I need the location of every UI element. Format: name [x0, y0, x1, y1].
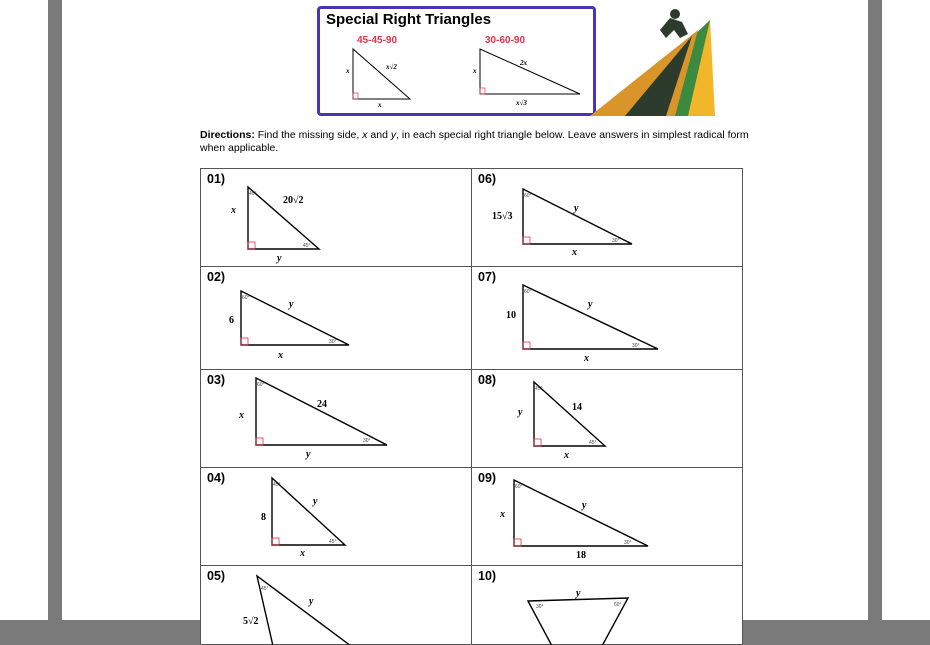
problem-08 — [471, 369, 743, 468]
side-bottom: y — [277, 253, 282, 264]
svg-text:45°: 45° — [249, 191, 257, 197]
side-left: x — [231, 205, 236, 216]
side-bottom: x — [278, 350, 283, 361]
ref-right-hyp: 2x — [520, 59, 527, 67]
side-bottom: x — [300, 548, 305, 559]
ref-left-leg-a: x — [346, 67, 350, 75]
svg-text:45°: 45° — [535, 386, 543, 392]
ref-left-leg-b: x — [378, 101, 382, 109]
problem-01 — [200, 168, 472, 267]
svg-text:60°: 60° — [257, 382, 265, 388]
problem-10 — [471, 565, 743, 645]
label-30-60-90: 30-60-90 — [485, 35, 526, 46]
side-top: y — [576, 588, 581, 599]
problem-number: 02) — [207, 270, 226, 284]
problem-02 — [200, 266, 472, 370]
page-margin-left — [0, 0, 48, 620]
svg-text:45°: 45° — [273, 482, 281, 488]
ref-right-long: x√3 — [516, 99, 527, 107]
side-hyp: y — [289, 299, 294, 310]
svg-text:60°: 60° — [515, 484, 523, 490]
side-hyp: y — [313, 496, 318, 507]
side-hyp: 20√2 — [283, 195, 304, 206]
problem-number: 03) — [207, 373, 226, 387]
side-left: y — [518, 407, 523, 418]
svg-text:60°: 60° — [524, 289, 532, 295]
ref-left-hyp: x√2 — [386, 63, 397, 71]
problem-number: 08) — [478, 373, 497, 387]
side-left: 5√2 — [243, 616, 259, 627]
worksheet-page — [62, 0, 868, 627]
side-hyp: 14 — [572, 402, 582, 413]
problem-number: 10) — [478, 569, 497, 583]
problem-number: 09) — [478, 471, 497, 485]
svg-text:60°: 60° — [242, 295, 250, 301]
side-hyp: y — [309, 596, 314, 607]
problem-03 — [200, 369, 472, 468]
svg-text:60°: 60° — [614, 602, 622, 608]
reference-triangles — [320, 9, 593, 113]
directions: Directions: Find the missing side, x and y, in each special right triangle below. Leave answers in simplest radical form when applicable. — [200, 129, 749, 154]
reference-title: Special Right Triangles — [326, 11, 492, 28]
side-bottom: x — [572, 247, 577, 258]
problem-number: 01) — [207, 172, 226, 186]
side-hyp: y — [574, 203, 579, 214]
climber-illustration — [570, 0, 720, 118]
svg-text:45°: 45° — [329, 539, 337, 545]
svg-text:30°: 30° — [632, 343, 640, 349]
page-margin-right — [882, 0, 930, 620]
svg-text:45°: 45° — [589, 440, 597, 446]
problem-04 — [200, 467, 472, 566]
side-bottom: y — [306, 449, 311, 460]
ref-right-short: x — [473, 67, 477, 75]
problem-grid — [200, 168, 743, 638]
problem-number: 07) — [478, 270, 497, 284]
svg-text:30°: 30° — [329, 339, 337, 345]
problem-07 — [471, 266, 743, 370]
side-hyp: 24 — [317, 399, 327, 410]
problem-05 — [200, 565, 472, 645]
label-45-45-90: 45-45-90 — [357, 35, 398, 46]
svg-text:45°: 45° — [303, 243, 311, 249]
problem-09 — [471, 467, 743, 566]
problem-number: 04) — [207, 471, 226, 485]
svg-text:45°: 45° — [261, 586, 269, 592]
problem-number: 05) — [207, 569, 226, 583]
side-bottom: 18 — [576, 550, 586, 561]
side-left: x — [239, 410, 244, 421]
directions-heading: Directions: — [200, 129, 255, 141]
side-bottom: x — [564, 450, 569, 461]
side-left: 6 — [229, 315, 234, 326]
svg-text:30°: 30° — [624, 540, 632, 546]
svg-text:60°: 60° — [524, 193, 532, 199]
side-left: 10 — [506, 310, 516, 321]
side-left: x — [500, 509, 505, 520]
problem-number: 06) — [478, 172, 497, 186]
side-hyp: y — [588, 299, 593, 310]
svg-text:30°: 30° — [363, 438, 371, 444]
side-left: 15√3 — [492, 211, 513, 222]
problem-06 — [471, 168, 743, 267]
reference-box — [317, 6, 596, 116]
svg-text:30°: 30° — [536, 604, 544, 610]
side-hyp: y — [582, 500, 587, 511]
side-left: 8 — [261, 512, 266, 523]
side-bottom: x — [584, 353, 589, 364]
svg-text:30°: 30° — [612, 238, 620, 244]
